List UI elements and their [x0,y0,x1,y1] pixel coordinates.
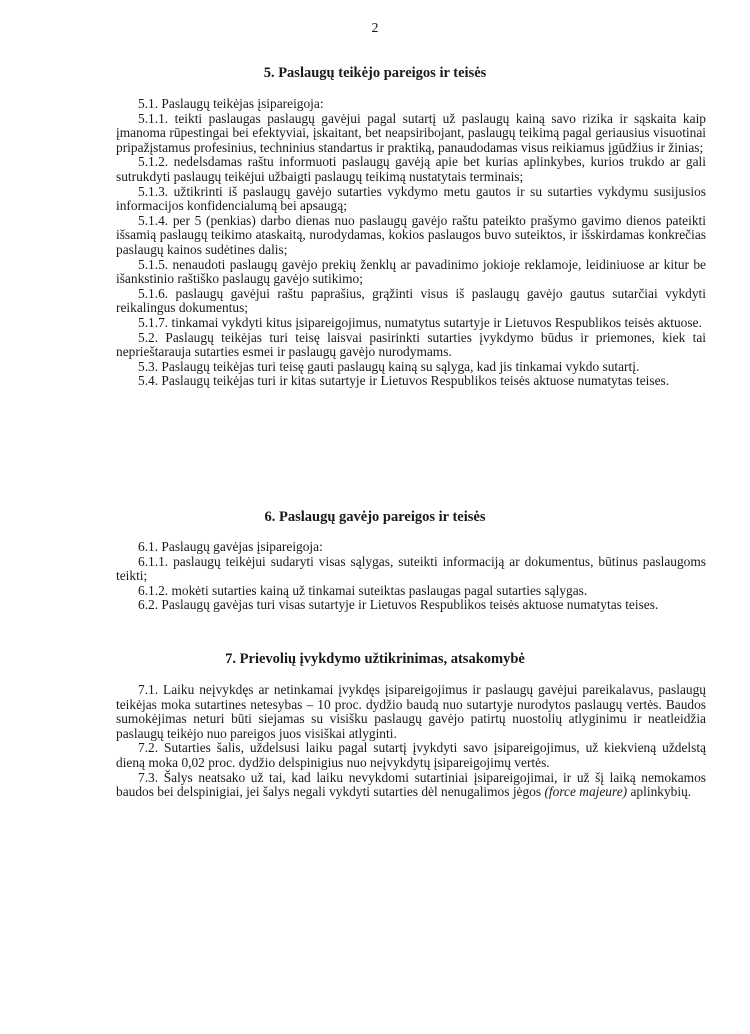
section-6-heading: 6. Paslaugų gavėjo pareigos ir teisės [264,509,486,525]
section-7-heading: 7. Prievolių įvykdymo užtikrinimas, atsakomybė [225,651,525,667]
clause-6-1-1: 6.1.1. paslaugų teikėjui sudaryti visas sąlygas, suteikti informaciją ar dokumentus, būtinus paslaugoms teikti; [116,553,706,584]
clause-5-1-6: 5.1.6. paslaugų gavėjui raštu paprašius, grąžinti visus iš paslaugų gavėjo gautus sutarčiai vykdyti reikalingus dokumentus; [116,285,706,316]
clause-7-2: 7.2. Sutarties šalis, uždelsusi laiku pagal sutartį įvykdyti savo įsipareigojimus, už kiekvieną uždelstą dieną moka 0,02 proc. dydžio delspinigius nuo neįvykdytų įsipareigojimų vertės. [116,740,706,770]
clause-5-1-4: 5.1.4. per 5 (penkias) darbo dienas nuo paslaugų gavėjo raštu pateikto prašymo gavimo dienos pateikti išsamią paslaugų teikimo ataskaitą, nurodydamas, kokios paslaugos buvo suteiktos, ir išskirdamas konkrečias paslaugų kainos sudėtines dalis; [116,212,706,257]
clause-6-1-2: 6.1.2. mokėti sutarties kainą už tinkamai suteiktas paslaugas pagal sutarties sąlygas. [138,582,588,598]
section-6-body [116,540,706,613]
clause-7-3-text: 7.3. Šalys neatsako už tai, kad laiku nevykdomi sutartiniai įsipareigojimai, ir už šį laiką nemokamos baudos bei delspinigiai, jei šalys negali vykdyti sutarties dėl nenugalimos jėgos [116,769,706,800]
clause-7-3-end: aplinkybių. [630,784,692,800]
clause-5-4: 5.4. Paslaugų teikėjas turi ir kitas sutartyje ir Lietuvos Respublikos teisės aktuose numatytas teises. [138,373,670,389]
clause-7-1: 7.1. Laiku neįvykdęs ar netinkamai įvykdęs įsipareigojimus ir paslaugų gavėjui pareikalavus, paslaugų teikėjas moka sutartines netesybas – 10 proc. dydžio baudą nuo sutartyje nurodytos paslaugų vertės. Baudos sumokėjimas neturi būti siejamas su visišku paslaugų gavėjo patirtų nuostolių atlyginimu ir neatleidžia paslaugų teikėjo nuo pareigos juos visiškai atlyginti. [116,682,706,741]
clause-5-1: 5.1. Paslaugų teikėjas įsipareigoja: [138,96,324,111]
clause-5-2: 5.2. Paslaugų teikėjas turi teisę laisvai pasirinkti sutarties įvykdymo būdus ir priemones, kiek tai neprieštarauja sutarties esmei ir paslaugų gavėjo nurodymams. [116,329,706,360]
clause-7-3 [116,771,706,800]
clause-6-1: 6.1. Paslaugų gavėjas įsipareigoja: [138,539,323,554]
section-5-body [116,97,706,389]
clause-5-3: 5.3. Paslaugų teikėjas turi teisę gauti paslaugų kainą su sąlyga, kad jis tinkamai vykdo sutartį. [138,358,640,374]
force-majeure-term: (force majeure) [544,784,628,800]
clause-5-1-5: 5.1.5. nenaudoti paslaugų gavėjo prekių ženklų ar pavadinimo jokioje reklamoje, leidiniuose ar kitur be išankstinio raštiško paslaugų gavėjo sutikimo; [116,256,706,287]
section-5-heading: 5. Paslaugų teikėjo pareigos ir teisės [263,65,487,81]
clause-5-1-3: 5.1.3. užtikrinti iš paslaugų gavėjo sutarties vykdymo metu gautos ir su sutarties vykdymu susijusios informacijos konfidencialumą bei apsaugą; [116,183,706,214]
clause-5-1-7: 5.1.7. tinkamai vykdyti kitus įsipareigojimus, numatytus sutartyje ir Lietuvos Respublikos teisės aktuose. [138,314,702,330]
clause-6-2: 6.2. Paslaugų gavėjas turi visas sutartyje ir Lietuvos Respublikos teisės aktuose numatytas teises. [138,597,659,613]
clause-5-1-1: 5.1.1. teikti paslaugas paslaugų gavėjui pagal sutartį už paslaugų kainą savo rizika ir sąskaita kaip įmanoma rūpestingai bei efektyviai, įskaitant, bet neapsiribojant, paslaugų teikimą pagal geriausius visuotinai pripažįstamus profesinius, techninius standartus ir praktiką, panaudodamas visus reikiamus įgūdžius ir žinias; [116,110,706,155]
clause-5-1-2: 5.1.2. nedelsdamas raštu informuoti paslaugų gavėją apie bet kurias aplinkybes, kurios trukdo ar gali sutrukdyti paslaugų teikėjui užbaigti paslaugų teikimą nustatytais terminais; [116,154,706,184]
section-7-body [116,683,706,800]
page-number: 2 [371,21,379,36]
